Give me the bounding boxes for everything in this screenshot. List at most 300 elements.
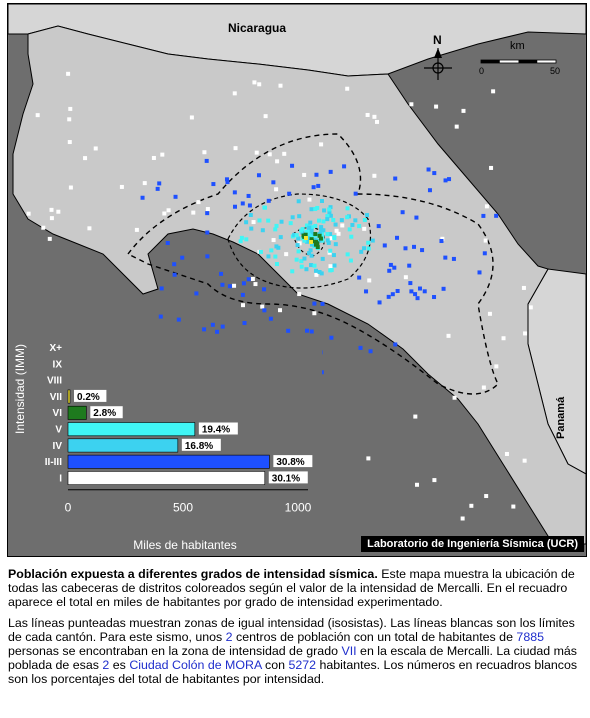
chart-category-label: IX — [52, 359, 62, 371]
district-point — [340, 218, 344, 222]
district-point — [83, 156, 87, 160]
district-point — [342, 164, 346, 168]
district-point — [523, 331, 527, 335]
district-point — [289, 221, 293, 225]
district-point — [432, 478, 436, 482]
district-point — [409, 102, 413, 106]
district-point — [228, 284, 232, 288]
chart-bar — [68, 423, 195, 436]
district-point — [447, 177, 451, 181]
district-point — [157, 181, 161, 185]
district-point — [205, 254, 209, 258]
district-point — [233, 205, 237, 209]
district-point — [312, 311, 316, 315]
district-point — [295, 233, 299, 237]
district-point — [378, 300, 382, 304]
district-point — [353, 218, 357, 222]
district-point — [461, 109, 465, 113]
district-point — [241, 293, 245, 297]
district-point — [314, 269, 318, 273]
district-point — [278, 308, 282, 312]
district-point — [375, 120, 379, 124]
district-point — [369, 349, 373, 353]
district-point — [357, 276, 361, 280]
district-point — [439, 239, 443, 243]
district-point — [177, 318, 181, 322]
district-point — [252, 220, 256, 224]
district-point — [502, 336, 506, 340]
district-point — [257, 82, 261, 86]
district-point — [302, 257, 306, 261]
district-point — [452, 257, 456, 261]
district-point — [447, 334, 451, 338]
caption-text: con — [265, 658, 285, 673]
district-point — [205, 159, 209, 163]
district-point — [211, 182, 215, 186]
district-point — [319, 142, 323, 146]
scale-end: 50 — [550, 66, 561, 76]
caption-text: es — [112, 658, 126, 673]
district-point — [41, 226, 45, 230]
district-point — [428, 188, 432, 192]
district-point — [362, 227, 366, 231]
district-point — [162, 212, 166, 216]
district-point — [68, 107, 72, 111]
district-point — [322, 208, 326, 212]
district-point — [396, 289, 400, 293]
district-point — [287, 192, 291, 196]
district-point — [328, 264, 332, 268]
n-centers-2: 2 — [102, 658, 110, 673]
chart-x-tick: 1000 — [284, 500, 312, 515]
district-point — [318, 234, 322, 238]
caption-text: habitantes. Los números en recuadros blancos son los porcentajes del total de habitantes por intensidad. — [8, 658, 578, 687]
chart-category-label: VII — [49, 391, 62, 403]
district-point — [302, 173, 306, 177]
chart-category-label: II-III — [44, 457, 62, 469]
chart-category-label: VIII — [46, 375, 62, 387]
chart-percent-label: 30.8% — [276, 457, 305, 469]
district-point — [206, 207, 210, 211]
district-point — [309, 248, 313, 252]
district-point — [393, 177, 397, 181]
district-point — [315, 241, 319, 245]
district-point — [300, 265, 304, 269]
chart-percent-label: 16.8% — [184, 440, 214, 452]
city-population: 5272 — [288, 658, 317, 673]
chart-x-tick: 0 — [64, 500, 72, 515]
district-point — [304, 236, 308, 240]
district-point — [418, 287, 422, 291]
district-point — [257, 173, 261, 177]
chart-percent-label: 19.4% — [201, 424, 231, 436]
district-point — [529, 305, 533, 309]
district-point — [56, 210, 60, 214]
district-point — [273, 227, 277, 231]
district-point — [304, 267, 308, 271]
district-point — [391, 292, 395, 296]
district-point — [494, 364, 498, 368]
district-point — [484, 239, 488, 243]
chart-x-tick: 500 — [172, 500, 194, 515]
caption-text: centros de población con un total de habitantes de — [236, 629, 513, 644]
district-point — [233, 91, 237, 95]
district-point — [301, 227, 305, 231]
district-point — [249, 227, 253, 231]
district-point — [159, 315, 163, 319]
district-point — [279, 235, 283, 239]
chart-percent-label: 0.2% — [77, 391, 100, 403]
n-centers: 2 — [225, 629, 233, 644]
district-point — [413, 292, 417, 296]
district-point — [290, 269, 294, 273]
caption-paragraph-2 — [8, 616, 582, 687]
caption-p1: Este mapa muestra la ubicación de todas las cabeceras de distritos coloreados según el valor de la intensidad de Mercalli. En el recuadro aparece el total en miles de habitantes por grado de intensidad experimentado. — [8, 567, 575, 610]
district-point — [331, 218, 335, 222]
district-point — [481, 214, 485, 218]
district-point — [444, 178, 448, 182]
district-point — [334, 223, 338, 227]
district-point — [50, 216, 54, 220]
nicaragua-label: Nicaragua — [228, 21, 287, 35]
district-point — [443, 256, 447, 260]
district-point — [264, 114, 268, 118]
district-point — [274, 224, 278, 228]
chart-bar — [68, 406, 86, 419]
district-point — [291, 215, 295, 219]
intensity: VII — [341, 644, 357, 659]
district-point — [251, 277, 255, 281]
district-point — [252, 80, 256, 84]
district-point — [325, 232, 329, 236]
district-point — [244, 220, 248, 224]
district-point — [403, 246, 407, 250]
district-point — [241, 303, 245, 307]
district-point — [416, 296, 420, 300]
district-point — [453, 396, 457, 400]
district-point — [141, 196, 145, 200]
district-point — [328, 268, 332, 272]
district-point — [313, 224, 317, 228]
district-point — [334, 242, 338, 246]
city: Ciudad Colón de MORA — [129, 658, 262, 673]
district-point — [494, 214, 498, 218]
district-point — [325, 217, 329, 221]
district-point — [220, 283, 224, 287]
district-point — [345, 87, 349, 91]
district-point — [307, 198, 311, 202]
map-frame — [7, 3, 587, 557]
district-point — [414, 216, 418, 220]
district-point — [401, 210, 405, 214]
district-point — [297, 214, 301, 218]
district-point — [354, 192, 358, 196]
district-point — [364, 289, 368, 293]
district-point — [340, 223, 344, 227]
district-point — [442, 287, 446, 291]
district-point — [366, 241, 370, 245]
district-point — [469, 504, 473, 508]
district-point — [312, 185, 316, 189]
district-point — [87, 226, 91, 230]
district-point — [332, 235, 336, 239]
chart-category-label: X+ — [49, 343, 62, 354]
district-point — [241, 201, 245, 205]
district-point — [234, 146, 238, 150]
district-point — [290, 164, 294, 168]
district-point — [427, 167, 431, 171]
district-point — [349, 235, 353, 239]
lab-credit: Laboratorio de Ingeniería Sísmica (UCR) — [361, 536, 584, 552]
district-point — [461, 517, 465, 521]
district-point — [242, 281, 246, 285]
district-point — [266, 219, 270, 223]
district-point — [420, 248, 424, 252]
district-point — [366, 113, 370, 117]
district-point — [36, 113, 40, 117]
district-point — [320, 271, 324, 275]
district-point — [395, 236, 399, 240]
district-point — [268, 152, 272, 156]
district-point — [367, 246, 371, 250]
district-point — [404, 275, 408, 279]
caption-text: personas se encontraban en la zona de intensidad de grado — [8, 644, 338, 659]
district-point — [335, 229, 339, 233]
district-point — [309, 240, 313, 244]
district-point — [173, 273, 177, 277]
district-point — [366, 456, 370, 460]
district-point — [316, 245, 320, 249]
district-point — [328, 249, 332, 253]
district-point — [253, 282, 257, 286]
district-point — [225, 177, 229, 181]
chart-category-label: I — [59, 473, 62, 485]
district-point — [284, 252, 288, 256]
district-point — [377, 224, 381, 228]
district-point — [383, 243, 387, 247]
district-point — [310, 207, 314, 211]
district-point — [194, 291, 198, 295]
district-point — [407, 264, 411, 268]
district-point — [357, 224, 361, 228]
north-label: N — [433, 33, 442, 47]
district-point — [233, 190, 237, 194]
district-point — [488, 312, 492, 316]
district-point — [172, 262, 176, 266]
district-point — [348, 227, 352, 231]
district-point — [255, 151, 259, 155]
district-point — [297, 199, 301, 203]
district-point — [135, 228, 139, 232]
district-point — [329, 336, 333, 340]
district-point — [232, 284, 236, 288]
district-point — [387, 269, 391, 273]
district-point — [160, 286, 164, 290]
district-point — [313, 232, 317, 236]
district-point — [413, 415, 417, 419]
district-point — [321, 219, 325, 223]
district-point — [68, 140, 72, 144]
district-point — [202, 150, 206, 154]
district-point — [327, 207, 331, 211]
district-point — [211, 323, 215, 327]
district-point — [143, 181, 147, 185]
district-point — [247, 194, 251, 198]
district-point — [261, 228, 265, 232]
panama-label: Panamá — [555, 396, 567, 439]
district-point — [371, 239, 375, 243]
district-point — [314, 173, 318, 177]
district-point — [484, 494, 488, 498]
district-point — [511, 505, 515, 509]
district-point — [483, 251, 487, 255]
caption — [8, 567, 582, 693]
district-point — [362, 246, 366, 250]
district-point — [319, 225, 323, 229]
district-point — [359, 250, 363, 254]
district-point — [262, 287, 266, 291]
district-point — [273, 255, 277, 259]
district-point — [310, 254, 314, 258]
district-point — [166, 241, 170, 245]
chart-bar — [68, 439, 178, 452]
caption-title: Población expuesta a diferentes grados de intensidad sísmica. — [8, 567, 378, 581]
district-point — [180, 256, 184, 260]
chart-category-label: VI — [52, 408, 62, 420]
district-point — [415, 483, 419, 487]
district-point — [309, 263, 313, 267]
district-point — [190, 115, 194, 119]
chart-category-label: IV — [52, 440, 62, 452]
district-point — [167, 208, 171, 212]
district-point — [278, 84, 282, 88]
district-point — [409, 289, 413, 293]
district-point — [69, 186, 73, 190]
district-point — [372, 115, 376, 119]
district-point — [282, 152, 286, 156]
district-point — [372, 174, 376, 178]
district-point — [240, 236, 244, 240]
district-point — [317, 219, 321, 223]
district-point — [367, 278, 371, 282]
scale-start: 0 — [479, 66, 485, 76]
district-point — [67, 117, 71, 121]
district-point — [249, 213, 253, 217]
district-point — [297, 249, 301, 253]
district-point — [491, 89, 495, 93]
district-point — [295, 258, 299, 262]
district-point — [274, 187, 278, 191]
chart-bar — [68, 390, 70, 403]
district-point — [66, 72, 70, 76]
district-point — [408, 281, 412, 285]
district-point — [310, 229, 314, 233]
district-point — [329, 170, 333, 174]
chart-percent-label: 2.8% — [93, 408, 117, 420]
district-point — [345, 215, 349, 219]
district-point — [269, 248, 273, 252]
district-point — [276, 246, 280, 250]
district-point — [363, 218, 367, 222]
district-point — [94, 146, 98, 150]
district-point — [485, 204, 489, 208]
district-point — [321, 257, 325, 261]
district-point — [48, 237, 52, 241]
district-point — [297, 292, 301, 296]
district-point — [247, 277, 251, 281]
district-point — [120, 185, 124, 189]
chart-percent-label: 30.1% — [271, 473, 301, 485]
district-point — [434, 105, 438, 109]
district-point — [269, 317, 273, 321]
district-point — [296, 243, 300, 247]
chart-xlabel: Miles de habitantes — [133, 538, 237, 552]
district-point — [326, 238, 330, 242]
population: 7885 — [516, 629, 544, 644]
district-point — [389, 263, 393, 267]
district-point — [263, 206, 267, 210]
chart-category-label: V — [55, 424, 62, 436]
district-point — [280, 220, 284, 224]
chart-bar — [68, 471, 265, 484]
district-point — [313, 207, 317, 211]
district-point — [244, 237, 248, 241]
district-point — [392, 266, 396, 270]
district-point — [412, 245, 416, 249]
district-point — [522, 286, 526, 290]
district-point — [482, 385, 486, 389]
district-point — [275, 159, 279, 163]
district-point — [152, 156, 156, 160]
chart-bar — [68, 455, 269, 468]
district-point — [349, 259, 353, 263]
intensity-chart — [8, 329, 328, 557]
district-point — [160, 153, 164, 157]
district-point — [432, 171, 436, 175]
district-point — [489, 166, 493, 170]
district-point — [332, 264, 336, 268]
chart-ylabel: Intensidad (IMM) — [13, 343, 27, 435]
district-point — [387, 295, 391, 299]
district-point — [313, 264, 317, 268]
district-point — [156, 187, 160, 191]
district-point — [346, 252, 350, 256]
district-point — [266, 254, 270, 258]
district-point — [359, 346, 363, 350]
district-point — [257, 218, 261, 222]
district-point — [267, 199, 271, 203]
district-point — [345, 206, 349, 210]
district-point — [321, 302, 325, 306]
district-point — [221, 325, 225, 329]
district-point — [196, 200, 200, 204]
district-point — [505, 452, 509, 456]
district-point — [350, 223, 354, 227]
district-point — [27, 212, 31, 216]
district-point — [248, 203, 252, 207]
district-point — [191, 211, 195, 215]
district-point — [262, 308, 266, 312]
district-point — [205, 211, 209, 215]
district-point — [219, 272, 223, 276]
scale-unit: km — [510, 40, 525, 52]
district-point — [316, 184, 320, 188]
district-point — [332, 253, 336, 257]
district-point — [308, 221, 312, 225]
district-point — [455, 125, 459, 129]
district-point — [50, 208, 54, 212]
district-point — [393, 342, 397, 346]
